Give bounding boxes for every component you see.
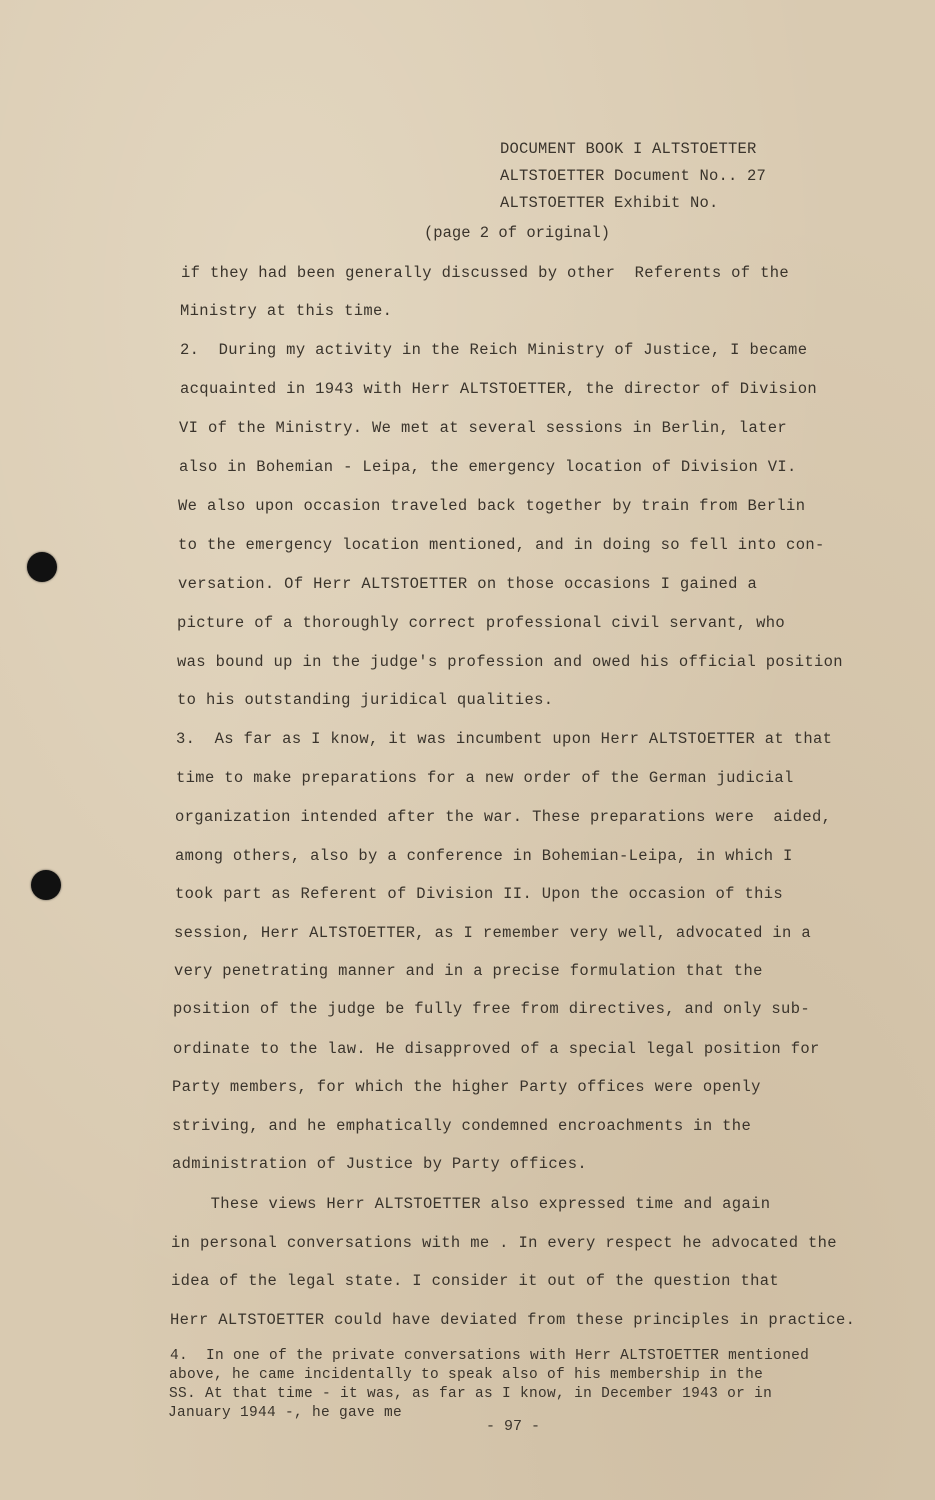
text-line: session, Herr ALTSTOETTER, as I remember very well, advocated in a bbox=[174, 924, 811, 942]
text-line: was bound up in the judge's profession and owed his official position bbox=[177, 653, 843, 671]
text-line: These views Herr ALTSTOETTER also expressed time and again bbox=[172, 1195, 771, 1213]
text-line: to the emergency location mentioned, and in doing so fell into con- bbox=[178, 536, 825, 554]
text-line: organization intended after the war. These preparations were aided, bbox=[175, 808, 832, 826]
text-line: idea of the legal state. I consider it out of the question that bbox=[171, 1272, 780, 1290]
text-line: SS. At that time - it was, as far as I know, in December 1943 or in bbox=[169, 1386, 773, 1402]
text-line: among others, also by a conference in Bohemian-Leipa, in which I bbox=[175, 847, 793, 865]
page-of-original-label: (page 2 of original) bbox=[424, 224, 611, 242]
text-line: above, he came incidentally to speak also of his membership in the bbox=[169, 1367, 764, 1383]
text-line: administration of Justice by Party offices. bbox=[172, 1155, 588, 1173]
text-line: picture of a thoroughly correct professional civil servant, who bbox=[177, 614, 786, 632]
text-line: ordinate to the law. He disapproved of a special legal position for bbox=[173, 1040, 820, 1058]
header-exhibit-number: ALTSTOETTER Exhibit No. bbox=[500, 194, 719, 212]
text-line: striving, and he emphatically condemned encroachments in the bbox=[172, 1117, 752, 1135]
text-line: January 1944 -, he gave me bbox=[168, 1405, 403, 1421]
text-line: acquainted in 1943 with Herr ALTSTOETTER, the director of Division bbox=[180, 380, 817, 398]
text-line: very penetrating manner and in a precise formulation that the bbox=[174, 962, 763, 980]
punch-hole bbox=[31, 870, 61, 900]
page-number: - 97 - bbox=[486, 1418, 541, 1435]
text-line: took part as Referent of Division II. Upon the occasion of this bbox=[175, 885, 784, 903]
text-line: We also upon occasion traveled back together by train from Berlin bbox=[178, 497, 806, 515]
text-line: versation. Of Herr ALTSTOETTER on those occasions I gained a bbox=[178, 575, 758, 593]
text-line: Party members, for which the higher Party offices were openly bbox=[172, 1078, 761, 1096]
text-line: time to make preparations for a new order of the German judicial bbox=[176, 769, 794, 787]
text-line: in personal conversations with me . In every respect he advocated the bbox=[171, 1234, 837, 1252]
text-line: position of the judge be fully free from directives, and only sub- bbox=[173, 1000, 810, 1018]
text-line: 3. As far as I know, it was incumbent upon Herr ALTSTOETTER at that bbox=[176, 730, 833, 748]
header-document-book: DOCUMENT BOOK I ALTSTOETTER bbox=[500, 140, 757, 158]
punch-hole bbox=[27, 552, 57, 582]
text-line: also in Bohemian - Leipa, the emergency location of Division VI. bbox=[179, 458, 797, 476]
text-line: 2. During my activity in the Reich Ministry of Justice, I became bbox=[180, 341, 808, 359]
text-line: Ministry at this time. bbox=[180, 302, 393, 320]
header-document-number: ALTSTOETTER Document No.. 27 bbox=[500, 167, 767, 185]
text-line: if they had been generally discussed by other Referents of the bbox=[181, 264, 790, 282]
text-line: Herr ALTSTOETTER could have deviated from these principles in practice. bbox=[170, 1311, 856, 1329]
text-line: VI of the Ministry. We met at several sessions in Berlin, later bbox=[179, 419, 788, 437]
text-line: to his outstanding juridical qualities. bbox=[177, 691, 554, 709]
text-line: 4. In one of the private conversations with Herr ALTSTOETTER mentioned bbox=[170, 1348, 810, 1364]
document-header bbox=[500, 136, 766, 217]
